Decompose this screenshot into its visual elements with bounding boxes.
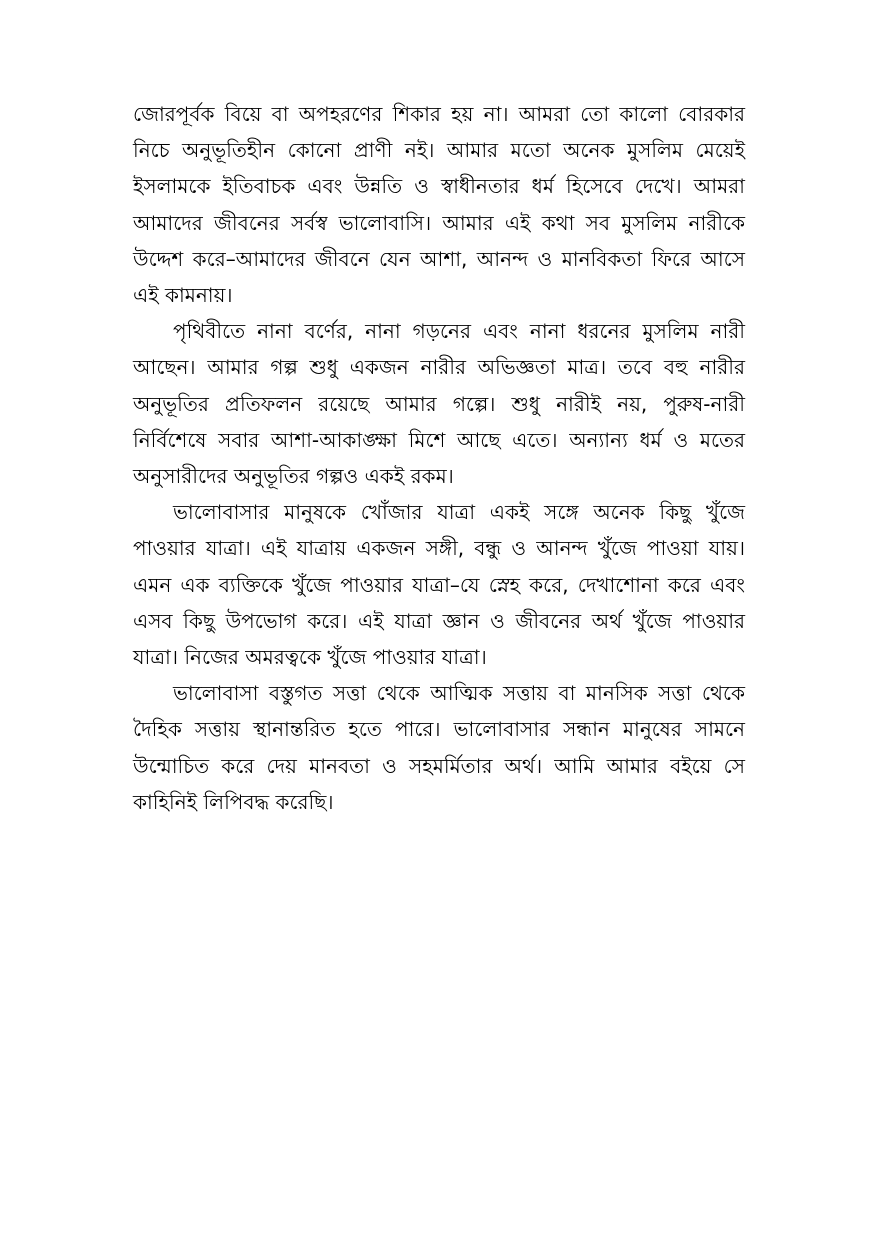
paragraph-continued: জোরপূর্বক বিয়ে বা অপহরণের শিকার হয় না। আমরা তো কালো বোরকার নিচে অনুভূতিহীন কোনো প্রাণী নই। আমার মতো অনেক মুসলিম মেয়েই ইসলামকে ইতিবাচক এবং উন্নতি ও স্বাধীনতার ধর্ম হিসেবে দেখে। আমরা আমাদের জীবনের সর্বস্ব ভালোবাসি। আমার এই কথা সব মুসলিম নারীকে উদ্দেশ করে–আমাদের জীবনে যেন আশা, আনন্দ ও মানবিকতা ফিরে আসে এই কামনায়।	[133, 102, 745, 308]
paragraph: ভালোবাসার মানুষকে খোঁজার যাত্রা একই সঙ্গে অনেক কিছু খুঁজে পাওয়ার যাত্রা। এই যাত্রায় একজন সঙ্গী, বন্ধু ও আনন্দ খুঁজে পাওয়া যায়। এমন এক ব্যক্তিকে খুঁজে পাওয়ার যাত্রা–যে স্নেহ করে, দেখাশোনা করে এবং এসব কিছু উপভোগ করে। এই যাত্রা জ্ঞান ও জীবনের অর্থ খুঁজে পাওয়ার যাত্রা। নিজের অমরত্বকে খুঁজে পাওয়ার যাত্রা।	[133, 500, 745, 670]
paragraph: ভালোবাসা বস্তুগত সত্তা থেকে আত্মিক সত্তায় বা মানসিক সত্তা থেকে দৈহিক সত্তায় স্থানান্তরিত হতে পারে। ভালোবাসার সন্ধান মানুষের সামনে উন্মোচিত করে দেয় মানবতা ও সহমর্মিতার অর্থ। আমি আমার বইয়ে সে কাহিনিই লিপিবদ্ধ করেছি।	[133, 681, 745, 814]
body-text	[133, 96, 745, 820]
paragraph: পৃথিবীতে নানা বর্ণের, নানা গড়নের এবং নানা ধরনের মুসলিম নারী আছেন। আমার গল্প শুধু একজন নারীর অভিজ্ঞতা মাত্র। তবে বহু নারীর অনুভূতির প্রতিফলন রয়েছে আমার গল্পে। শুধু নারীই নয়, পুরুষ-নারী নির্বিশেষে সবার আশা-আকাঙ্ক্ষা মিশে আছে এতে। অন্যান্য ধর্ম ও মতের অনুসারীদের অনুভূতির গল্পও একই রকম।	[133, 319, 745, 489]
